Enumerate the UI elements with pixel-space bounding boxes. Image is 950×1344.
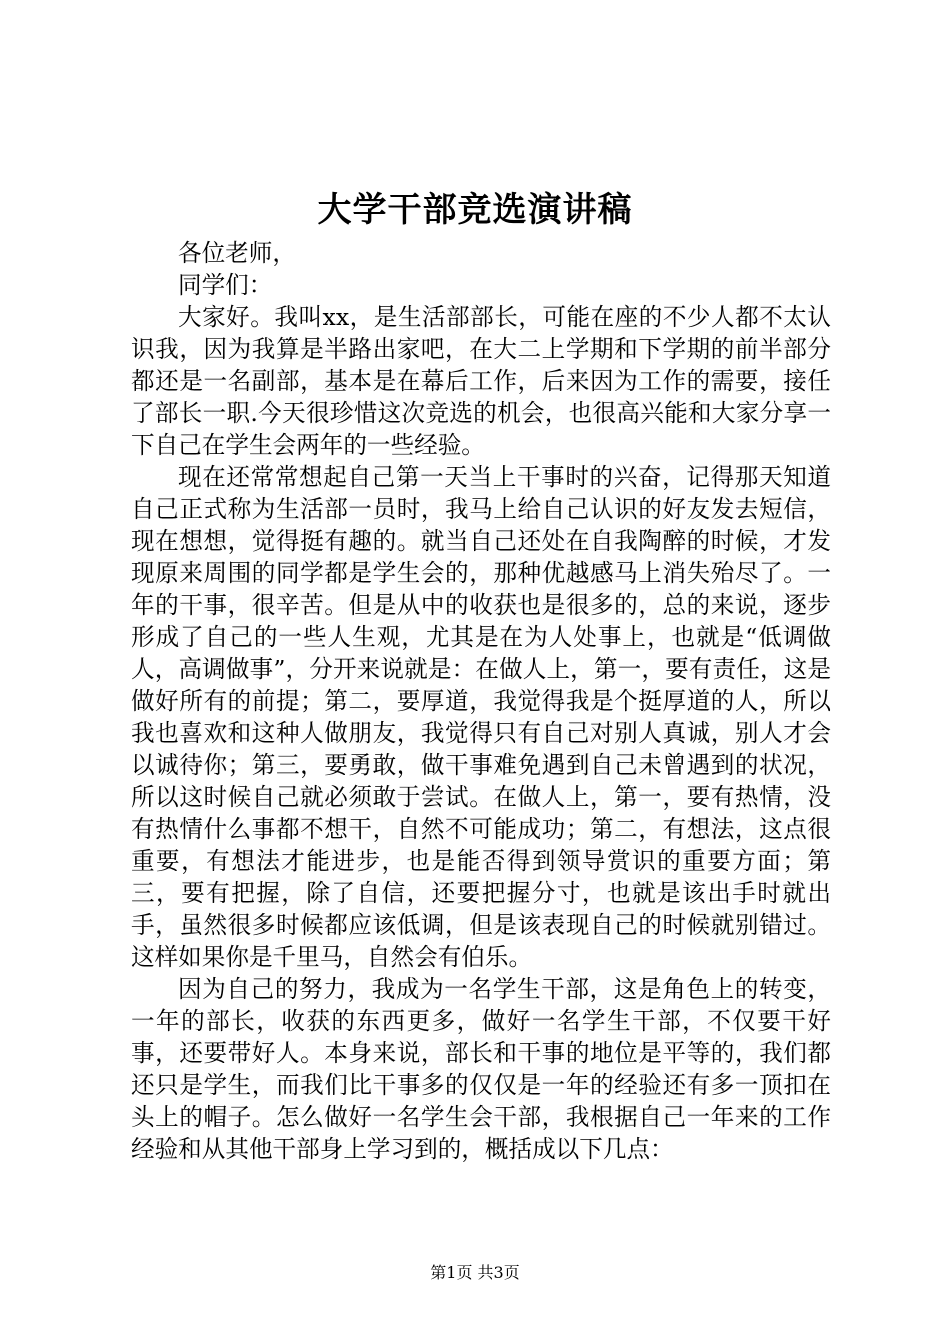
paragraph-intro: 大家好。我叫xx，是生活部部长，可能在座的不少人都不太认识我，因为我算是半路出家吧，在大二上学期和下学期的前半部分都还是一名副部，基本是在幕后工作，后来因为工作的需要，接任了部长一职.今天很珍惜这次竞选的机会，也很高兴能和大家分享一下自己在学生会两年的一些经验。 [131, 303, 831, 459]
document-body [131, 237, 831, 1165]
document-title: 大学干部竞选演讲稿 [317, 190, 633, 230]
paragraph-role-change: 因为自己的努力，我成为一名学生干部，这是角色上的转变，一年的部长，收获的东西更多，做好一名学生干部，不仅要干好事，还要带好人。本身来说，部长和干事的地位是平等的，我们都还只是学生，而我们比干事多的仅仅是一年的经验还有多一顶扣在头上的帽子。怎么做好一名学生会干部，我根据自己一年来的工作经验和从其他干部身上学习到的，概括成以下几点： [131, 975, 831, 1163]
page-number-footer: 第1页 共3页 [430, 1263, 520, 1282]
salutation-teachers: 各位老师， [178, 239, 296, 267]
paragraph-experience: 现在还常常想起自己第一天当上干事时的兴奋，记得那天知道自己正式称为生活部一员时，我马上给自己认识的好友发去短信，现在想想，觉得挺有趣的。就当自己还处在自我陶醉的时候，才发现原来周围的同学都是学生会的，那种优越感马上消失殆尽了。一年的干事，很辛苦。但是从中的收获也是很多的，总的来说，逐步形成了自己的一些人生观，尤其是在为人处事上，也就是“低调做人，高调做事”，分开来说就是：在做人上，第一，要有责任，这是做好所有的前提；第二，要厚道，我觉得我是个挺厚道的人，所以我也喜欢和这种人做朋友，我觉得只有自己对别人真诚，别人才会以诚待你；第三，要勇敢，做干事难免遇到自己未曾遇到的状况，所以这时候自己就必须敢于尝试。在做人上，第一，要有热情，没有热情什么事都不想干，自然不可能成功；第二，有想法，这点很重要，有想法才能进步，也是能否得到领导赏识的重要方面；第三，要有把握，除了自信，还要把握分寸，也就是该出手时就出手，虽然很多时候都应该低调，但是该表现自己的时候就别错过。这样如果你是千里马，自然会有伯乐。 [131, 463, 831, 971]
salutation-students: 同学们： [178, 271, 273, 299]
